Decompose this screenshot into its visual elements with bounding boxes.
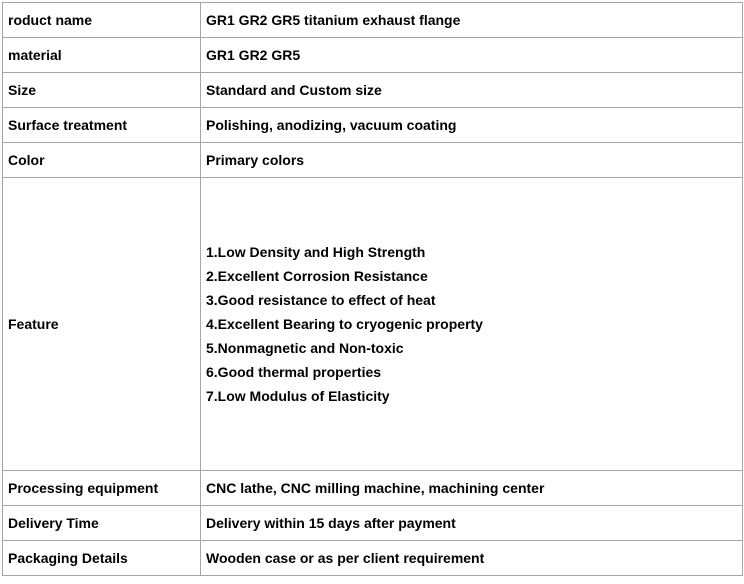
row-label-delivery-time: Delivery Time (3, 506, 201, 541)
row-label-packaging-details: Packaging Details (3, 541, 201, 576)
product-spec-table (2, 2, 743, 576)
feature-line-6: 6.Good thermal properties (206, 364, 382, 380)
row-label-material: material (3, 38, 201, 73)
table-row-product-name (3, 3, 743, 38)
row-value-material: GR1 GR2 GR5 (201, 38, 743, 73)
table-row-surface-treatment (3, 108, 743, 143)
table-row-feature (3, 178, 743, 471)
row-label-product-name: roduct name (3, 3, 201, 38)
table-row-size (3, 73, 743, 108)
table-row-color (3, 143, 743, 178)
row-label-feature: Feature (3, 178, 201, 471)
feature-line-7: 7.Low Modulus of Elasticity (206, 388, 390, 404)
table-row-packaging-details (3, 541, 743, 576)
row-label-color: Color (3, 143, 201, 178)
row-value-packaging-details: Wooden case or as per client requirement (201, 541, 743, 576)
row-value-size: Standard and Custom size (201, 73, 743, 108)
row-value-color: Primary colors (201, 143, 743, 178)
row-value-product-name: GR1 GR2 GR5 titanium exhaust flange (201, 3, 743, 38)
table-row-processing-equipment (3, 471, 743, 506)
row-value-processing-equipment: CNC lathe, CNC milling machine, machining center (201, 471, 743, 506)
feature-line-4: 4.Excellent Bearing to cryogenic property (206, 316, 483, 332)
row-value-surface-treatment: Polishing, anodizing, vacuum coating (201, 108, 743, 143)
table-row-material (3, 38, 743, 73)
row-value-feature (201, 178, 743, 471)
feature-line-5: 5.Nonmagnetic and Non-toxic (206, 340, 404, 356)
table-row-delivery-time (3, 506, 743, 541)
feature-line-3: 3.Good resistance to effect of heat (206, 292, 436, 308)
row-label-surface-treatment: Surface treatment (3, 108, 201, 143)
feature-line-1: 1.Low Density and High Strength (206, 244, 426, 260)
row-label-size: Size (3, 73, 201, 108)
feature-line-2: 2.Excellent Corrosion Resistance (206, 268, 428, 284)
row-label-processing-equipment: Processing equipment (3, 471, 201, 506)
row-value-delivery-time: Delivery within 15 days after payment (201, 506, 743, 541)
